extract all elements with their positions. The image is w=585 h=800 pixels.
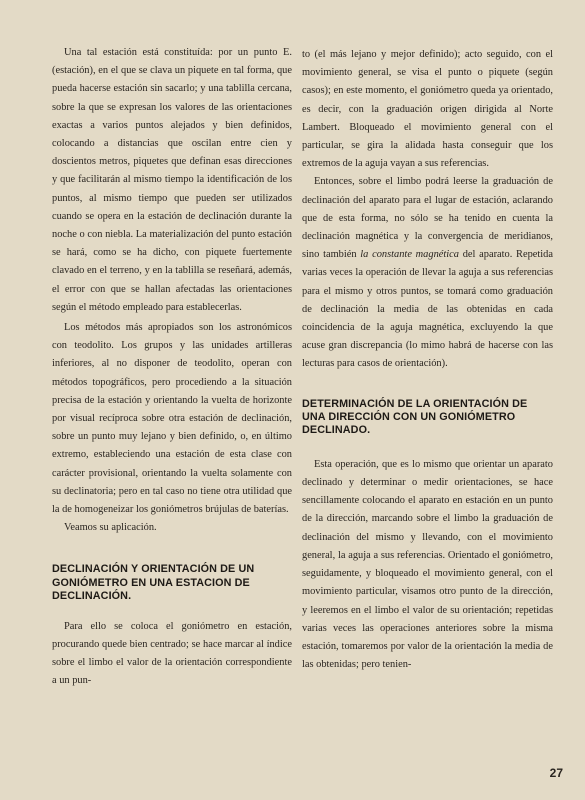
paragraph-procedure-start: Para ello se coloca el goniómetro en estación, procurando quede bien centrado; se hace marcar al índice sobre el limbo el valor de la orientación correspondiente a un pun- — [52, 620, 292, 687]
left-column — [52, 44, 292, 691]
paragraph-station-definition: Una tal estación está constituída: por un punto E. (estación), en el que se clava un piquete en tal forma, que pueda hacerse estación sin sacarlo; y una tablilla cercana, sobre la que se expresan los valores de las orientaciones exactas a varios puntos alejados y bien definidos, colocando a distancias que oscilan entre cien y doscientos metros, piquetes que definan esas direcciones y que facilitarán al mismo tiempo la identificación de los puntos, al mismo tiempo que pueden ser utilizados cuando se opera en la estación de declinación durante la noche o con niebla. La materialización del punto estación se hará, como se ha dicho, con piquete fuertemente clavado en el terreno, y en la tablilla se reseñará, además, el error con que se hallan afectadas las orientaciones según el método empleado para establecerlas. — [52, 47, 292, 313]
magnetic-constant-term: la constante magnética — [360, 249, 459, 261]
section-heading-declination: DECLINACIÓN Y ORIENTACIÓN DE UN GONIÓMETRO EN UNA ESTACION DE DECLINACIÓN. — [52, 563, 255, 603]
section-heading-orientation: DETERMINACIÓN DE LA ORIENTACIÓN DE UNA DIRECCIÓN CON UN GONIÓMETRO DECLINADO. — [302, 397, 528, 437]
limb-reading-text-a: Entonces, sobre el limbo podrá leerse la graduación de declinación del aparato para el lugar de estación, aclarando que de esta forma, no sólo se ha tenido en cuenta la declinación magnética y la convergencia de meridianos, sino también — [302, 176, 553, 261]
page-number: 27 — [549, 766, 563, 780]
paragraph-limb-reading — [302, 173, 553, 373]
paragraph-procedure-continued: to (el más lejano y mejor definido); acto seguido, con el movimiento general, se visa el punto o piquete (según casos); en este momento, el goniómetro queda ya orientado, es decir, con la graduación origen dirigida al Norte Lambert. Bloqueado el movimiento general con el particular, se gira la alidada hasta conseguir que los extremos de la aguja vayan a sus referencias. — [302, 49, 553, 170]
paragraph-application: Veamos su aplicación. — [64, 522, 157, 534]
limb-reading-text-b: del aparato. Repetida varias veces la operación de llevar la aguja a sus referencias para el mismo y otros puntos, se tomará como graduación de declinación la media de las obtenidas en cada coincidencia de la aguja magnética, excluyendo la que acuse gran discrepancia (lo mimo habrá de hacerse con las lecturas para casos de orientación). — [302, 249, 553, 370]
paragraph-methods: Los métodos más apropiados son los astronómicos con teodolito. Los grupos y las unidades artilleras inferiores, al no disponer de teodolito, operan con métodos topográficos, pero procediendo a la situación precisa de la estación y orientando la vuelta de horizonte por visual recíproca sobre otra estación de declinación, sobre un punto muy lejano y bien definido, o, en último extremo, estableciendo una estación de esta clase con carácter provisional, orientando la vuelta solamente con su declinatoria; pero en tal caso no tiene otra utilidad que la de homogeneizar los goniómetros brújulas de baterías. — [52, 322, 292, 516]
paragraph-orientation-operation: Esta operación, que es lo mismo que orientar un aparato declinado y determinar o medir orientaciones, se hace sencillamente colocando el aparato en estación en un punto de la dirección, marcando sobre el limbo la graduación de declinación del mismo y llevando, con el movimiento general, la aguja a sus referencias. Orientado el goniómetro, seguidamente, y bloqueado el movimiento general, con el movimiento particular, visamos otro punto de la dirección, y leeremos en el limbo el valor de su orientación; repetidas varias veces las operaciones anteriores sobre la misma estación, tomaremos por valor de la orientación la media de las obtenidas; pero tenien- — [302, 458, 553, 671]
right-column — [302, 46, 553, 674]
